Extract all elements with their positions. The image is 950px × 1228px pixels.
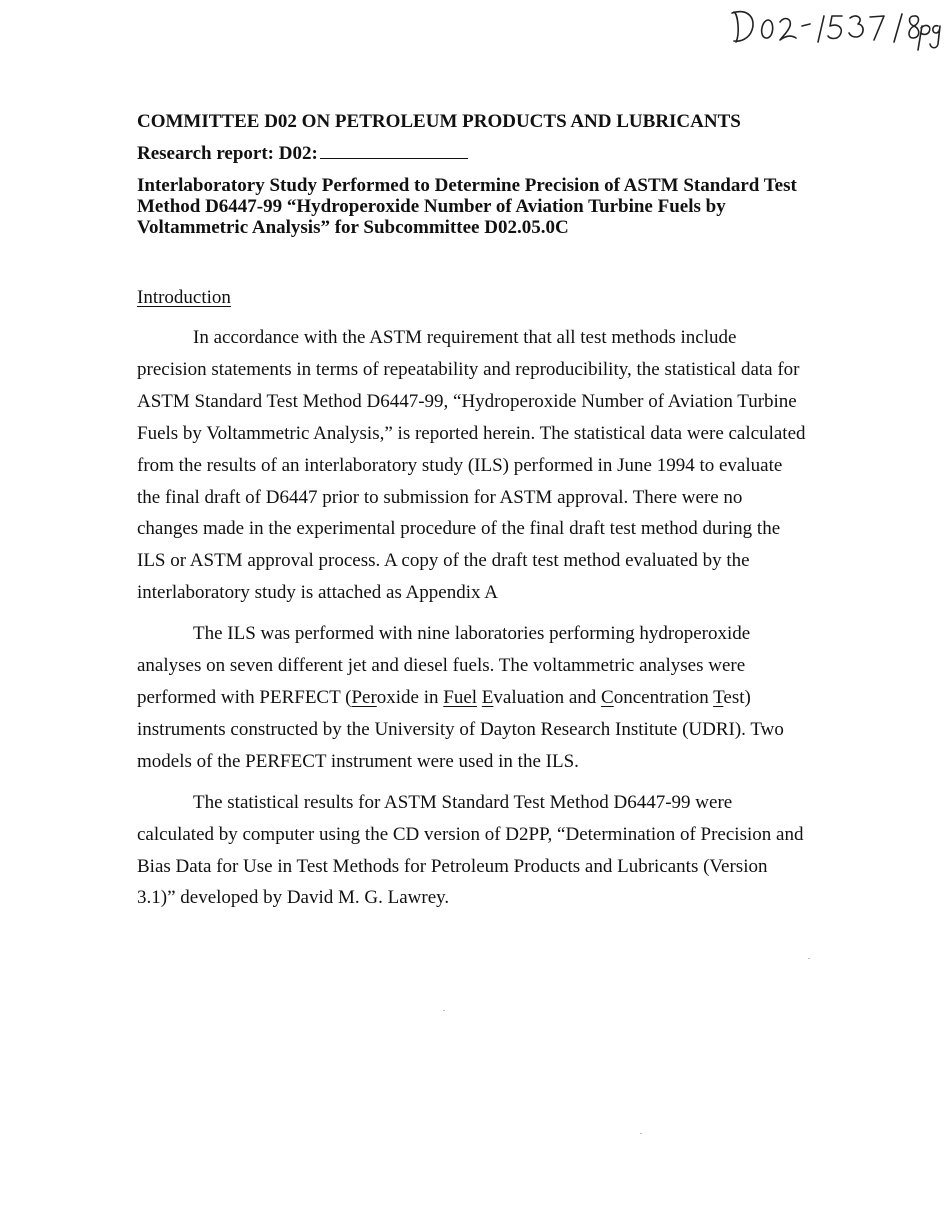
- committee-heading: COMMITTEE D02 ON PETROLEUM PRODUCTS AND LUBRICANTS: [137, 111, 741, 132]
- acronym-rest-3: valuation and: [493, 686, 602, 708]
- introduction-heading: Introduction: [137, 287, 231, 308]
- paragraph-2-before: The ILS was performed with nine laboratories performing hydroperoxide analyses on seven different jet and diesel fuels. The voltammetric analyses were performed with PERFECT (: [137, 623, 751, 708]
- scan-speck: [640, 1133, 642, 1134]
- scan-speck: [808, 958, 810, 959]
- study-title: Interlaboratory Study Performed to Determine Precision of ASTM Standard Test Method D6447-99 “Hydroperoxide Number of Aviation Turbine Fuels by Voltammetric Analysis” for Subcommittee D02.05.0C: [137, 175, 797, 238]
- research-report-line: [137, 140, 817, 166]
- acronym-part-e: E: [481, 686, 494, 708]
- paragraph-1: In accordance with the ASTM requirement that all test methods include precision statements in terms of repeatability and reproducibility, the statistical data for ASTM Standard Test Method D6447-99, “Hydroperoxide Number of Aviation Turbine Fuels by Voltammetric Analysis,” is reported herein. The statistical data were calculated from the results of an interlaboratory study (ILS) performed in June 1994 to evaluate the final draft of D6447 prior to submission for ASTM approval. There were no changes made in the experimental procedure of the final draft test method during the ILS or ASTM approval process. A copy of the draft test method evaluated by the interlaboratory study is attached as Appendix A: [137, 327, 806, 604]
- handwritten-annotation: [728, 4, 944, 54]
- paragraph-2: [137, 618, 807, 778]
- paragraph-2-after: instruments constructed by the University of Dayton Research Institute (UDRI). Two models of the PERFECT instrument were used in the ILS.: [137, 718, 784, 772]
- acronym-part-c: C: [601, 686, 614, 708]
- research-report-label: Research report: D02:: [137, 143, 318, 164]
- acronym-part-t: T: [713, 686, 724, 708]
- report-number-blank: [320, 140, 468, 159]
- document-body: [137, 110, 817, 914]
- acronym-part-fuel: Fuel: [443, 686, 478, 708]
- scan-speck: [443, 1010, 445, 1011]
- acronym-rest-1: oxide in: [376, 686, 444, 708]
- paragraph-3: The statistical results for ASTM Standard Test Method D6447-99 were calculated by computer using the CD version of D2PP, “Determination of Precision and Bias Data for Use in Test Methods for Petroleum Products and Lubricants (Version 3.1)” developed by David M. G. Lawrey.: [137, 791, 804, 909]
- acronym-rest-5: est): [723, 686, 751, 708]
- acronym-rest-4: oncentration: [613, 686, 714, 708]
- handwritten-document-number-graphic: [728, 4, 944, 54]
- acronym-part-per: Per: [351, 686, 377, 708]
